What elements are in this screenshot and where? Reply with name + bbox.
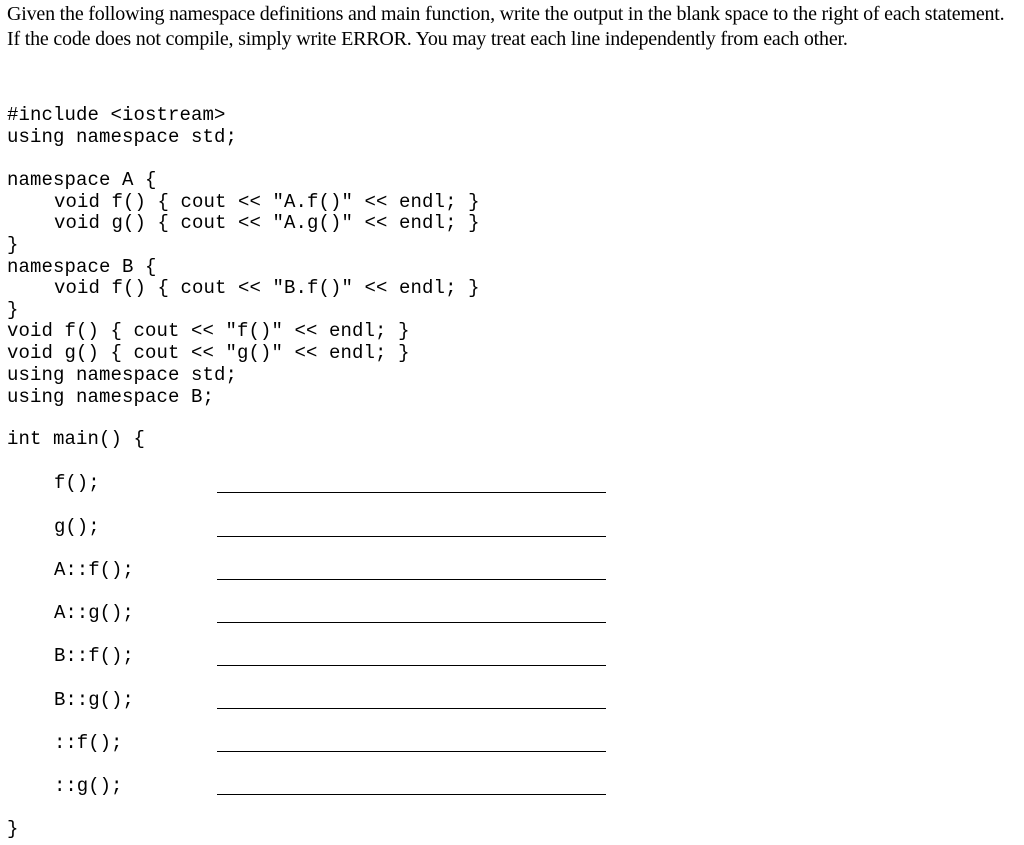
answer-blank-b-f[interactable] [217, 665, 606, 666]
statement-g: g(); [54, 516, 100, 538]
answer-blank-global-g[interactable] [217, 794, 606, 795]
statement-a-f: A::f(); [54, 559, 134, 581]
code-using-std-2: using namespace std; [7, 364, 238, 386]
statement-b-g: B::g(); [54, 689, 134, 711]
code-namespace-a-open: namespace A { [7, 169, 157, 191]
code-namespace-a-g: void g() { cout << "A.g()" << endl; } [54, 212, 480, 234]
answer-blank-global-f[interactable] [217, 751, 606, 752]
answer-blank-f[interactable] [217, 492, 606, 493]
code-namespace-a-close: } [7, 234, 19, 256]
code-include: #include <iostream> [7, 104, 226, 126]
code-global-g: void g() { cout << "g()" << endl; } [7, 342, 410, 364]
answer-blank-b-g[interactable] [217, 708, 606, 709]
answer-blank-a-f[interactable] [217, 579, 606, 580]
code-namespace-b-close: } [7, 299, 19, 321]
code-main-open: int main() { [7, 428, 146, 450]
instructions-text: Given the following namespace definitions and main function, write the output in the blank space to the right of each statement. If the code does not compile, simply write ERROR. You may treat each line independently from each other. [7, 3, 1005, 50]
code-using-std: using namespace std; [7, 126, 238, 148]
answer-blank-g[interactable] [217, 536, 606, 537]
code-namespace-b-open: namespace B { [7, 256, 157, 278]
code-global-f: void f() { cout << "f()" << endl; } [7, 320, 410, 342]
code-namespace-b-f: void f() { cout << "B.f()" << endl; } [54, 277, 480, 299]
code-main-close: } [7, 818, 19, 840]
code-using-b: using namespace B; [7, 386, 215, 408]
statement-global-g: ::g(); [54, 775, 123, 797]
statement-a-g: A::g(); [54, 602, 134, 624]
statement-global-f: ::f(); [54, 732, 123, 754]
statement-f: f(); [54, 472, 100, 494]
code-namespace-a-f: void f() { cout << "A.f()" << endl; } [54, 191, 480, 213]
statement-b-f: B::f(); [54, 645, 134, 667]
answer-blank-a-g[interactable] [217, 622, 606, 623]
